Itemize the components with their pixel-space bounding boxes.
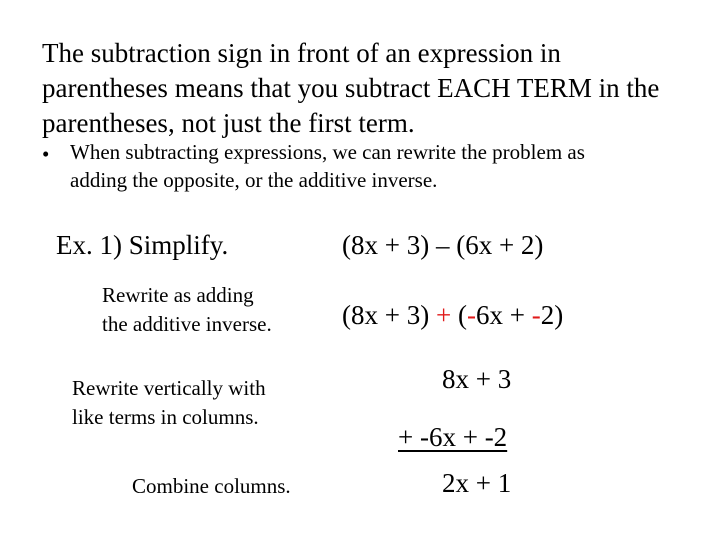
example-problem: (8x + 3) – (6x + 2)	[342, 230, 544, 260]
step2-label	[72, 374, 266, 432]
step2-label-line-2: like terms in columns.	[72, 405, 259, 429]
step1-label	[102, 281, 272, 339]
vertical-row-2: + -6x + -2	[398, 422, 508, 452]
bullet-line-2: adding the opposite, or the additive inverse.	[70, 168, 438, 192]
example-label: Ex. 1) Simplify.	[56, 230, 229, 260]
intro-paragraph	[42, 36, 702, 141]
step2-label-line-1: Rewrite vertically with	[72, 376, 266, 400]
bullet-icon: •	[42, 142, 50, 166]
expr-part-c: 6x +	[475, 300, 532, 330]
negative-sign-2: -	[531, 300, 541, 330]
expr-part-b: (	[451, 300, 467, 330]
step3-label: Combine columns.	[132, 474, 291, 498]
vertical-row-1: 8x + 3	[442, 364, 512, 394]
step1-label-line-1: Rewrite as adding	[102, 283, 254, 307]
expr-part-d: 2)	[540, 300, 564, 330]
plus-operator: +	[435, 300, 452, 330]
intro-line-3: parentheses, not just the first term.	[42, 108, 415, 138]
expr-part-a: (8x + 3)	[342, 300, 436, 330]
step1-label-line-2: the additive inverse.	[102, 312, 272, 336]
intro-line-1: The subtraction sign in front of an expression in	[42, 38, 561, 68]
result-expression: 2x + 1	[442, 468, 512, 498]
negative-sign-1: -	[466, 300, 476, 330]
intro-line-2: parentheses means that you subtract EACH TERM in the	[42, 73, 660, 103]
bullet-point	[70, 138, 585, 194]
bullet-line-1: When subtracting expressions, we can rewrite the problem as	[70, 140, 585, 164]
additive-inverse-expression	[342, 300, 563, 331]
